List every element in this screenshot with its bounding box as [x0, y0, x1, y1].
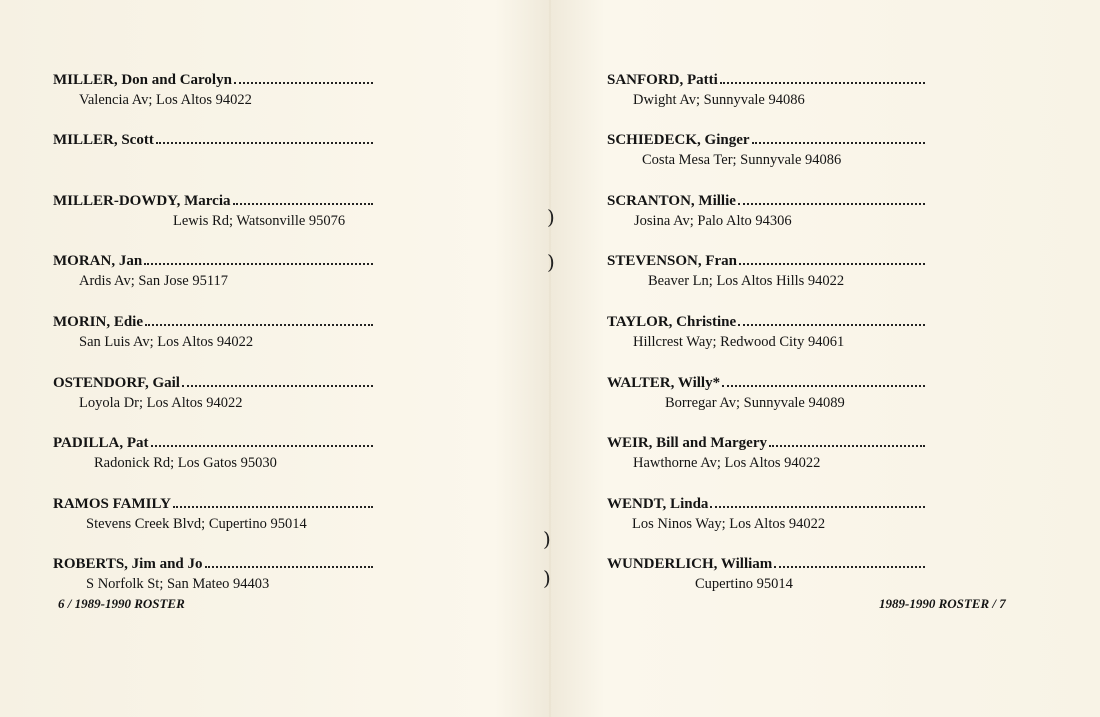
entry-name: SCRANTON, Millie	[607, 193, 736, 209]
roster-entry	[53, 434, 373, 472]
entry-address: S Norfolk St; San Mateo 94403	[86, 576, 270, 592]
roster-entry	[53, 495, 373, 533]
staple-mark: )	[543, 527, 551, 551]
dot-leader	[182, 374, 373, 387]
roster-entry	[607, 192, 925, 230]
dot-leader	[774, 555, 925, 568]
dot-leader	[722, 374, 925, 387]
entry-address: Los Ninos Way; Los Altos 94022	[632, 516, 826, 532]
entry-name: WALTER, Willy*	[607, 375, 721, 391]
entry-name: MORIN, Edie	[53, 314, 143, 330]
entry-address: Loyola Dr; Los Altos 94022	[79, 395, 243, 411]
roster-entry	[53, 555, 373, 593]
entry-name: WEIR, Bill and Margery	[607, 435, 767, 451]
entry-name: WUNDERLICH, William	[607, 556, 773, 572]
dot-leader	[769, 434, 925, 447]
staple-mark: )	[547, 205, 555, 229]
entry-address: Radonick Rd; Los Gatos 95030	[94, 455, 277, 471]
dot-leader	[145, 313, 373, 326]
dot-leader	[752, 131, 925, 144]
entry-name: SANFORD, Patti	[607, 72, 718, 88]
roster-entry	[53, 192, 373, 230]
dot-leader	[234, 71, 373, 84]
entry-name: MORAN, Jan	[53, 253, 143, 269]
page-footer: 1989-1990 ROSTER / 7	[879, 596, 1006, 611]
entry-address: Hawthorne Av; Los Altos 94022	[633, 455, 821, 471]
roster-entry	[607, 495, 925, 533]
dot-leader	[738, 313, 925, 326]
entry-address: Dwight Av; Sunnyvale 94086	[633, 92, 805, 108]
entry-name: MILLER-DOWDY, Marcia	[53, 193, 231, 209]
entry-name: SCHIEDECK, Ginger	[607, 132, 750, 148]
roster-entry	[607, 313, 925, 351]
entry-address: Valencia Av; Los Altos 94022	[79, 92, 252, 108]
entry-address: Beaver Ln; Los Altos Hills 94022	[648, 273, 845, 289]
right-page	[552, 0, 1100, 717]
roster-entry	[53, 131, 373, 151]
roster-entry	[607, 434, 925, 472]
roster-entry	[607, 252, 925, 290]
dot-leader	[144, 252, 373, 265]
dot-leader	[151, 434, 373, 447]
entry-name: MILLER, Don and Carolyn	[53, 72, 232, 88]
entry-address: Josina Av; Palo Alto 94306	[634, 213, 792, 229]
entry-name: TAYLOR, Christine	[607, 314, 737, 330]
left-page	[0, 0, 548, 717]
staple-mark: )	[547, 250, 555, 274]
roster-entry	[53, 313, 373, 351]
roster-entry	[607, 555, 925, 593]
entry-name: ROBERTS, Jim and Jo	[53, 556, 203, 572]
dot-leader	[710, 495, 925, 508]
dot-leader	[173, 495, 373, 508]
entry-address: Cupertino 95014	[695, 576, 793, 592]
entry-name: STEVENSON, Fran	[607, 253, 738, 269]
binding-gutter	[549, 0, 551, 717]
entry-address: Ardis Av; San Jose 95117	[79, 273, 229, 289]
roster-entry	[53, 252, 373, 290]
dot-leader	[205, 555, 373, 568]
entry-address: Borregar Av; Sunnyvale 94089	[665, 395, 845, 411]
entry-address: Lewis Rd; Watsonville 95076	[173, 213, 346, 229]
roster-entry	[607, 131, 925, 169]
entry-name: WENDT, Linda	[607, 496, 709, 512]
entry-address: Costa Mesa Ter; Sunnyvale 94086	[642, 152, 842, 168]
dot-leader	[156, 131, 373, 144]
entry-address: Stevens Creek Blvd; Cupertino 95014	[86, 516, 307, 532]
dot-leader	[739, 252, 925, 265]
dot-leader	[233, 192, 374, 205]
page-footer: 6 / 1989-1990 ROSTER	[58, 596, 185, 611]
roster-entry	[607, 71, 925, 109]
entry-name: OSTENDORF, Gail	[53, 375, 180, 391]
entry-address: Hillcrest Way; Redwood City 94061	[633, 334, 845, 350]
roster-entry	[53, 374, 373, 412]
roster-entry	[53, 71, 373, 109]
roster-entry	[607, 374, 925, 412]
dot-leader	[720, 71, 925, 84]
dot-leader	[738, 192, 925, 205]
entry-name: RAMOS FAMILY	[53, 496, 171, 512]
entry-address: San Luis Av; Los Altos 94022	[79, 334, 254, 350]
entry-name: MILLER, Scott	[53, 132, 154, 148]
entry-name: PADILLA, Pat	[53, 435, 149, 451]
staple-mark: )	[543, 566, 551, 590]
